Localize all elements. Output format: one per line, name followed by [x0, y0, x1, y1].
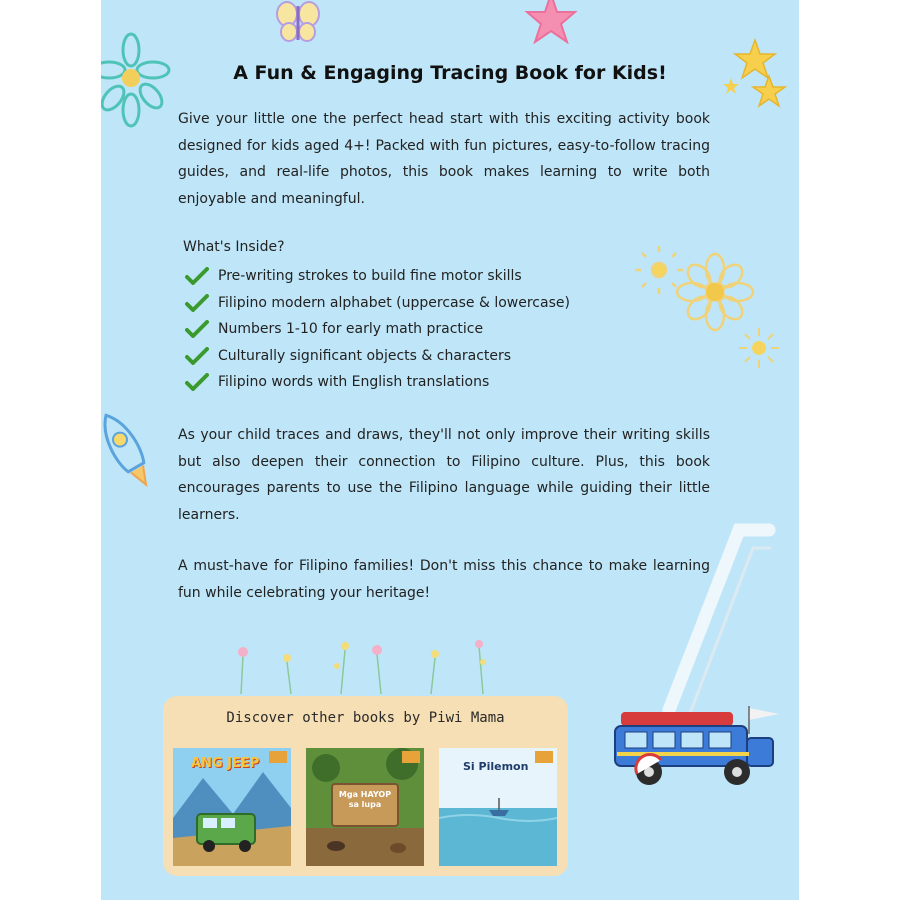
- wildflowers-doodle: [221, 636, 521, 696]
- feature-text: Culturally significant objects & characters: [218, 347, 512, 364]
- cover-badge: [402, 751, 420, 763]
- book-title: Si Pilemon: [463, 760, 529, 773]
- culture-paragraph: As your child traces and draws, they'll not only improve their writing skills but also deepen their connection to Filipino culture. Plus, this book encourages parents to use the Filipino language while guiding their little learners.: [178, 427, 710, 523]
- cover-badge: [535, 751, 553, 763]
- sun-flowers-icon: [633, 244, 793, 374]
- book-title: Mga HAYOP sa lupa: [338, 790, 392, 809]
- check-icon: [185, 373, 209, 391]
- intro-paragraph: Give your little one the perfect head start with this exciting activity book designed for kids aged 4+! Packed with fun pictures, easy-to-follow tracing guides, and real-life photos, this book makes learning to write both enjoyable and meaningful.: [178, 111, 710, 207]
- jeepney-icon: [609, 704, 781, 790]
- butterfly-doodle-icon: [273, 0, 323, 44]
- other-books-heading: Discover other books by Piwi Mama: [226, 710, 505, 726]
- check-icon: [185, 294, 209, 312]
- book-cover-mga-hayop-sa-lupa[interactable]: [306, 748, 424, 866]
- page-title: A Fun & Engaging Tracing Book for Kids!: [233, 62, 667, 84]
- white-frame-doodle: [649, 520, 799, 720]
- cover-badge: [269, 751, 287, 763]
- check-icon: [185, 320, 209, 338]
- feature-text: Filipino words with English translations: [218, 374, 490, 391]
- rocket-doodle-icon: [101, 406, 151, 494]
- other-books-box: [163, 696, 568, 876]
- flyer-page: [101, 0, 799, 900]
- feature-list: [185, 263, 570, 396]
- whats-inside-heading: What's Inside?: [183, 239, 285, 255]
- list-item: [185, 343, 570, 370]
- closing-paragraph: A must-have for Filipino families! Don't miss this chance to make learning fun while celebrating your heritage!: [178, 558, 710, 601]
- check-icon: [185, 267, 209, 285]
- feature-text: Numbers 1-10 for early math practice: [218, 321, 484, 338]
- book-title: ANG JEEP: [191, 756, 260, 771]
- book-cover-ang-jeep[interactable]: [173, 748, 291, 866]
- list-item: [185, 263, 570, 290]
- list-item: [185, 369, 570, 396]
- pink-star-icon: [523, 0, 579, 44]
- check-icon: [185, 347, 209, 365]
- book-cover-si-pilemon[interactable]: [439, 748, 557, 866]
- feature-text: Pre-writing strokes to build fine motor skills: [218, 268, 522, 285]
- list-item: [185, 290, 570, 317]
- list-item: [185, 316, 570, 343]
- feature-text: Filipino modern alphabet (uppercase & lowercase): [218, 294, 570, 311]
